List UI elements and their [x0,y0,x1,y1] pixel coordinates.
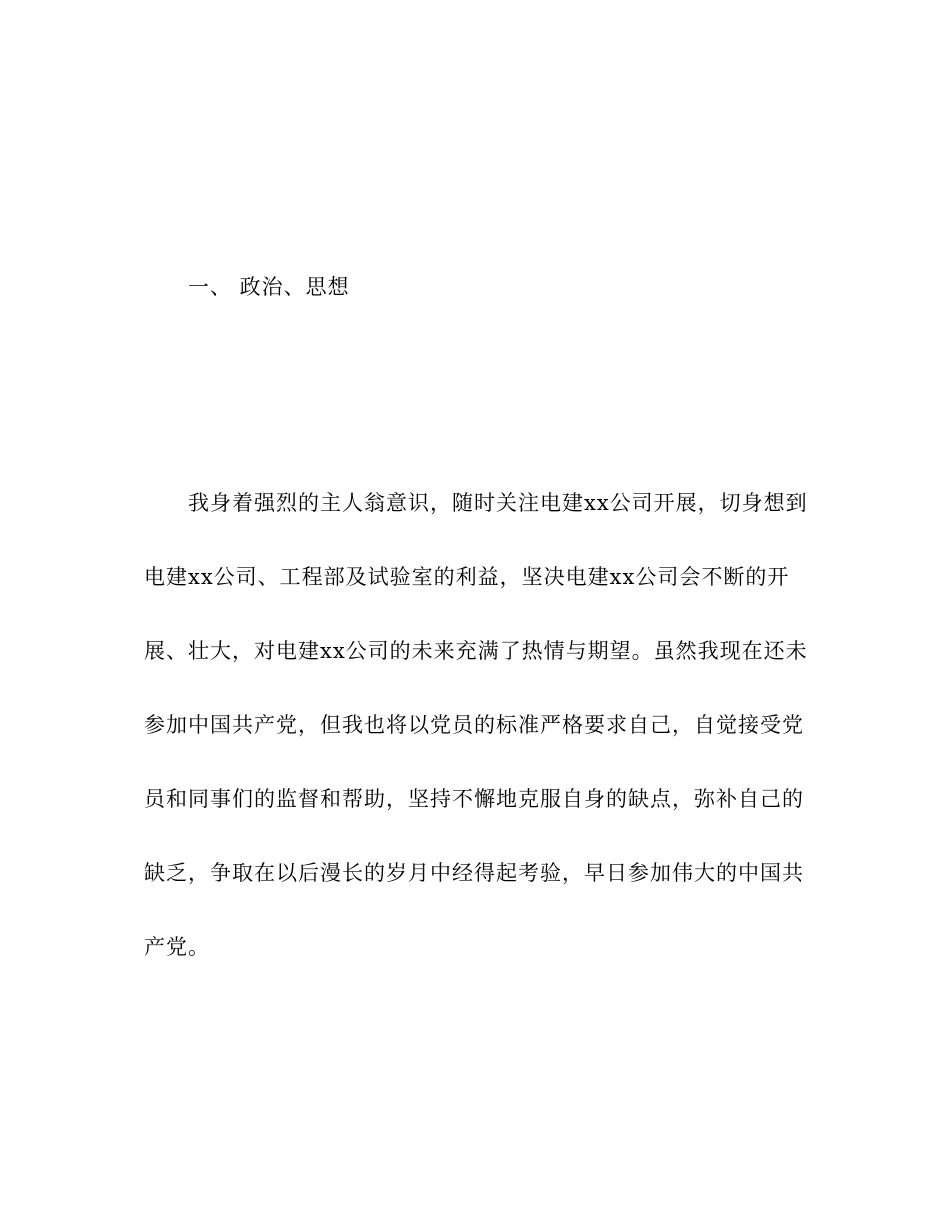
section-heading: 一、 政治、思想 [188,275,350,299]
paragraph-line: 展、壮大，对电建xx公司的未来充满了热情与期望。虽然我现在还未 [144,639,808,663]
paragraph-line: 员和同事们的监督和帮助，坚持不懈地克服自身的缺点，弥补自己的 [144,787,804,811]
paragraph-line: 参加中国共产党，但我也将以党员的标准严格要求自己，自觉接受党 [144,713,804,737]
paragraph-line: 我身着强烈的主人翁意识，随时关注电建xx公司开展，切身想到 [188,491,808,515]
paragraph-line: 缺乏，争取在以后漫长的岁月中经得起考验，早日参加伟大的中国共 [144,861,804,885]
paragraph-line: 电建xx公司、工程部及试验室的利益，坚决电建xx公司会不断的开 [144,565,790,589]
paragraph-line: 产党。 [144,935,210,959]
